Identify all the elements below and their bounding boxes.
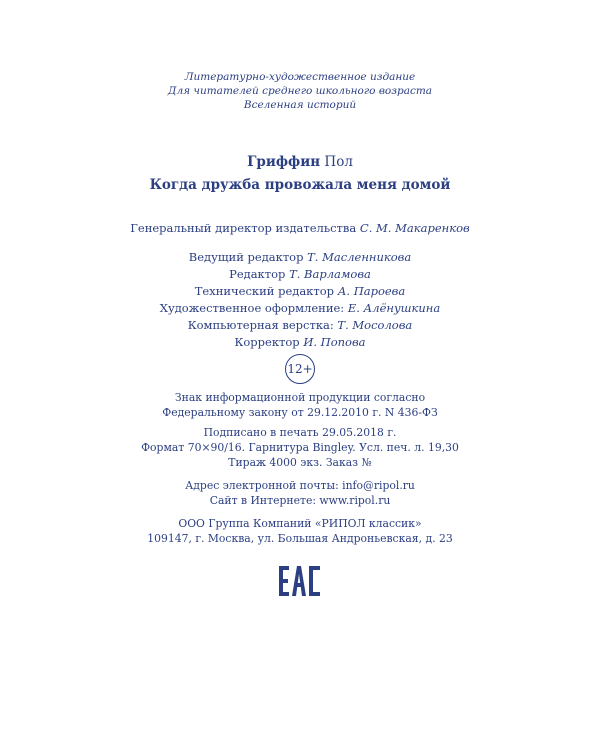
- editor-row: [0, 249, 600, 266]
- law-line: Знак информационной продукции согласно: [174, 391, 426, 404]
- print-line: Формат 70×90/16. Гарнитура Bingley. Усл. печ. л. 19,30: [141, 441, 459, 454]
- author-line: [0, 154, 600, 170]
- editor-row: [0, 300, 600, 317]
- print-line: Подписано в печать 29.05.2018 г.: [203, 426, 397, 439]
- publisher-address: 109147, г. Москва, ул. Большая Андроньевская, д. 23: [147, 532, 453, 545]
- editor-name: Е. Алёнушкина: [347, 301, 441, 315]
- age-rating-badge: 12+: [285, 354, 315, 384]
- editor-role: Корректор: [234, 335, 300, 349]
- publisher-name: ООО Группа Компаний «РИПОЛ классик»: [178, 517, 422, 530]
- author-name: Пол: [324, 154, 353, 170]
- editor-role: Компьютерная верстка:: [187, 318, 334, 332]
- general-director: [0, 221, 600, 235]
- editor-name: Т. Масленникова: [307, 250, 412, 264]
- editor-name: И. Попова: [303, 335, 366, 349]
- print-info: [0, 425, 600, 470]
- book-title: Когда дружба провожала меня домой: [149, 177, 451, 193]
- editor-role: Ведущий редактор: [188, 250, 304, 264]
- meta-audience: Для читателей среднего школьного возраста: [167, 85, 433, 97]
- author-surname: Гриффин: [247, 154, 321, 170]
- publisher-info: [0, 516, 600, 546]
- contact-info: [0, 478, 600, 508]
- law-notice: [0, 390, 600, 420]
- director-name: С. М. Макаренков: [359, 221, 470, 235]
- publication-meta: [0, 70, 600, 112]
- meta-genre: Литературно-художественное издание: [184, 71, 416, 83]
- print-line: Тираж 4000 экз. Заказ №: [228, 456, 372, 469]
- editor-name: А. Пароева: [337, 284, 406, 298]
- editor-row: [0, 317, 600, 334]
- meta-series: Вселенная историй: [243, 99, 357, 111]
- editor-row: [0, 283, 600, 300]
- editor-role: Технический редактор: [194, 284, 335, 298]
- editor-name: Т. Варламова: [289, 267, 371, 281]
- eac-logo-icon: [279, 566, 321, 596]
- website-line: Сайт в Интернете: www.ripol.ru: [209, 494, 391, 507]
- editor-name: Т. Мосолова: [337, 318, 413, 332]
- editor-row: [0, 266, 600, 283]
- law-line: Федеральному закону от 29.12.2010 г. N 436-ФЗ: [162, 406, 438, 419]
- editor-row: [0, 334, 600, 351]
- editor-role: Редактор: [229, 267, 286, 281]
- editor-role: Художественное оформление:: [159, 301, 345, 315]
- editorial-staff: [0, 249, 600, 351]
- email-line: Адрес электронной почты: info@ripol.ru: [185, 479, 415, 492]
- director-role: Генеральный директор издательства: [130, 221, 357, 235]
